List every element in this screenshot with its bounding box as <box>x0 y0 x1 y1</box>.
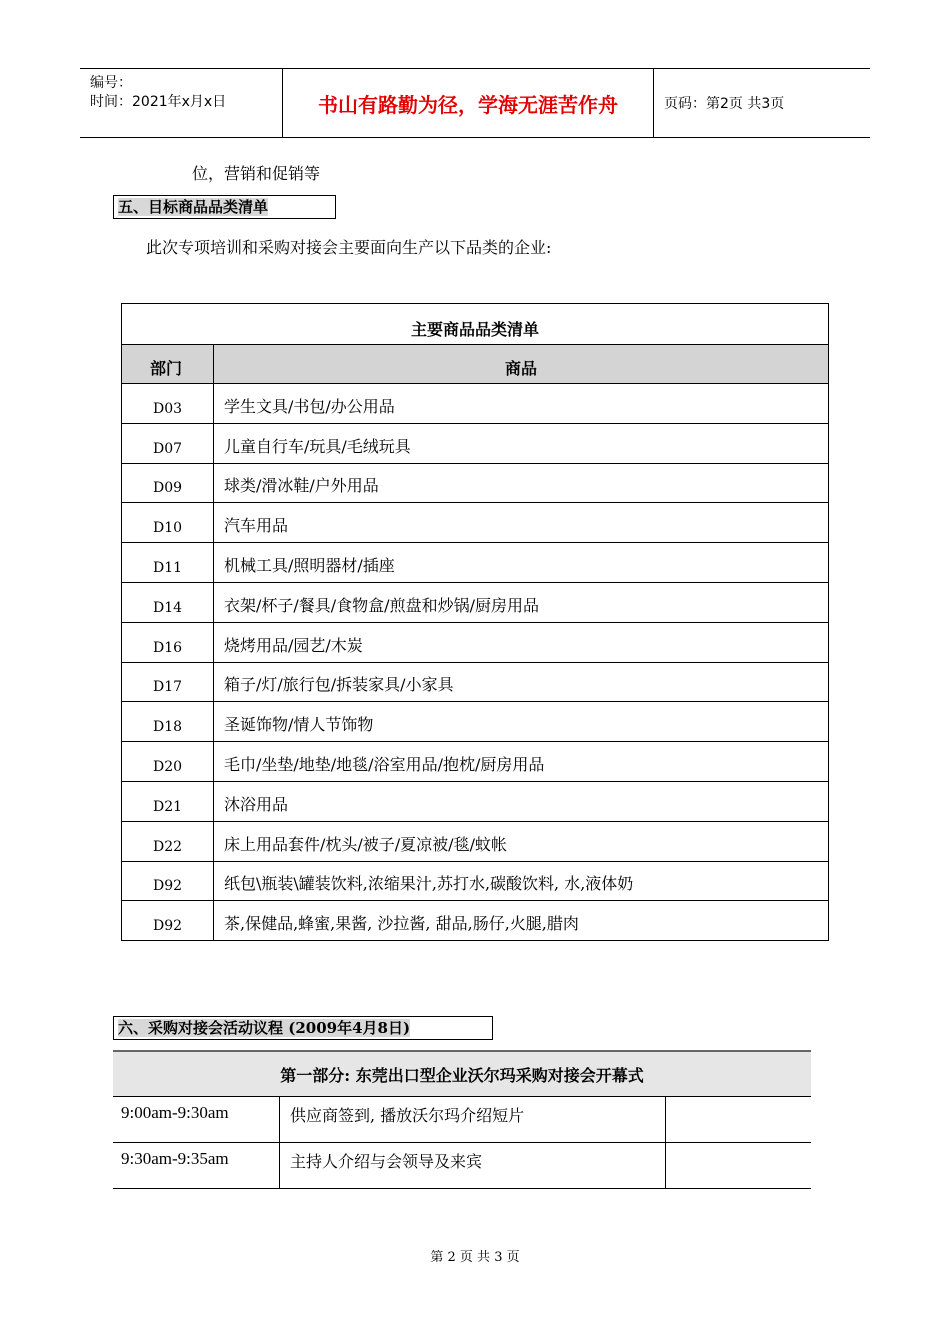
dept-cell: D07 <box>122 424 214 463</box>
dept-cell: D11 <box>122 543 214 582</box>
section-6-heading <box>113 1016 493 1040</box>
header-page-info: 页码：第2页 共3页 <box>664 96 785 112</box>
goods-cell: 圣诞饰物/情人节饰物 <box>224 715 374 735</box>
section-6-heading-text: 六、采购对接会活动议程 (2009年4月8日) <box>118 1019 411 1037</box>
goods-cell: 烧烤用品/园艺/木炭 <box>224 635 363 655</box>
header-meta <box>80 69 283 137</box>
number-label: 编号： <box>90 75 132 91</box>
goods-cell: 学生文具/书包/办公用品 <box>224 396 395 416</box>
agenda-row <box>113 1143 811 1189</box>
table-row <box>122 503 828 543</box>
page-header <box>80 68 870 138</box>
dept-cell: D20 <box>122 742 214 781</box>
goods-cell: 机械工具/照明器材/插座 <box>224 555 395 575</box>
time-cell: 9:30am-9:35am <box>113 1143 280 1188</box>
dept-cell: D16 <box>122 623 214 662</box>
table-row <box>122 464 828 504</box>
event-cell: 主持人介绍与会领导及来宾 <box>280 1143 666 1188</box>
time-cell: 9:00am-9:30am <box>113 1097 280 1142</box>
goods-cell: 汽车用品 <box>224 516 289 536</box>
section-5-heading-text: 五、目标商品品类清单 <box>118 198 269 216</box>
table-row <box>122 782 828 822</box>
col-goods-header: 商品 <box>504 359 537 378</box>
table-row <box>122 623 828 663</box>
goods-cell: 球类/滑冰鞋/户外用品 <box>224 476 379 496</box>
goods-cell: 沐浴用品 <box>224 794 289 814</box>
table-row <box>122 663 828 703</box>
dept-cell: D17 <box>122 663 214 702</box>
goods-cell: 床上用品套件/枕头/被子/夏凉被/毯/蚊帐 <box>224 834 507 854</box>
agenda-table <box>113 1050 811 1189</box>
section-5-intro: 此次专项培训和采购对接会主要面向生产以下品类的企业: <box>146 238 552 257</box>
goods-cell: 箱子/灯/旅行包/拆装家具/小家具 <box>224 675 454 695</box>
dept-cell: D10 <box>122 503 214 542</box>
event-cell: 供应商签到, 播放沃尔玛介绍短片 <box>280 1097 666 1142</box>
category-table-header <box>122 345 828 384</box>
section-5-heading <box>113 195 336 219</box>
category-table-title: 主要商品品类清单 <box>122 304 828 345</box>
dept-cell: D03 <box>122 384 214 423</box>
table-row <box>122 901 828 940</box>
dept-cell: D09 <box>122 464 214 503</box>
table-row <box>122 543 828 583</box>
table-row <box>122 742 828 782</box>
dept-cell: D92 <box>122 901 214 940</box>
goods-cell: 儿童自行车/玩具/毛绒玩具 <box>224 436 411 456</box>
table-row <box>122 862 828 902</box>
dept-cell: D21 <box>122 782 214 821</box>
col-dept-header: 部门 <box>122 345 214 383</box>
agenda-row <box>113 1097 811 1143</box>
note-cell <box>666 1097 811 1142</box>
agenda-part-title: 第一部分: 东莞出口型企业沃尔玛采购对接会开幕式 <box>113 1050 811 1097</box>
table-row <box>122 424 828 464</box>
note-cell <box>666 1143 811 1188</box>
table-row <box>122 384 828 424</box>
table-row <box>122 583 828 623</box>
goods-cell: 茶,保健品,蜂蜜,果酱, 沙拉酱, 甜品,肠仔,火腿,腊肉 <box>224 914 579 934</box>
goods-cell: 毛巾/坐垫/地垫/地毯/浴室用品/抱枕/厨房用品 <box>224 754 545 774</box>
table-row <box>122 702 828 742</box>
dept-cell: D14 <box>122 583 214 622</box>
goods-cell: 纸包\瓶装\罐装饮料,浓缩果汁,苏打水,碳酸饮料, 水,液体奶 <box>224 874 634 894</box>
dept-cell: D92 <box>122 862 214 901</box>
header-motto: 书山有路勤为径，学海无涯苦作舟 <box>283 69 654 137</box>
time-label: 时间：2021年x月x日 <box>90 94 227 110</box>
dept-cell: D22 <box>122 822 214 861</box>
continuation-text: 位，营销和促销等 <box>192 164 321 183</box>
page-footer: 第 2 页 共 3 页 <box>430 1250 520 1265</box>
dept-cell: D18 <box>122 702 214 741</box>
goods-cell: 衣架/杯子/餐具/食物盒/煎盘和炒锅/厨房用品 <box>224 595 539 615</box>
table-row <box>122 822 828 862</box>
category-table <box>121 303 829 941</box>
